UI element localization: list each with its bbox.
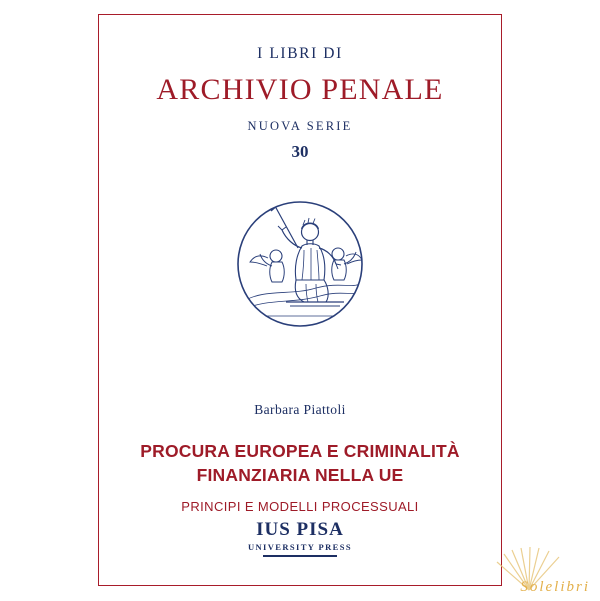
publisher-subtitle: UNIVERSITY PRESS: [247, 542, 353, 552]
series-subtitle: NUOVA SERIE: [247, 119, 353, 133]
publisher-name: IUS PISA: [256, 519, 344, 540]
book-title-line-1: PROCURA EUROPEA E CRIMINALITÀ: [140, 441, 460, 461]
series-number: 30: [291, 142, 309, 161]
watermark-text: Solelibri: [520, 579, 590, 595]
book-title-line-2: FINANZIARIA NELLA UE: [196, 464, 404, 485]
allegorical-figure-medallion-icon: [220, 184, 380, 344]
cover-page: [98, 14, 502, 586]
series-title: ARCHIVIO PENALE: [156, 73, 444, 106]
publisher-logo: [99, 520, 501, 557]
series-label: I LIBRI DI: [257, 45, 343, 62]
publisher-rule: [263, 555, 337, 557]
author-name: Barbara Piattoli: [254, 402, 346, 417]
book-title: [130, 440, 470, 487]
book-subtitle: PRINCIPI E MODELLI PROCESSUALI: [181, 499, 419, 515]
